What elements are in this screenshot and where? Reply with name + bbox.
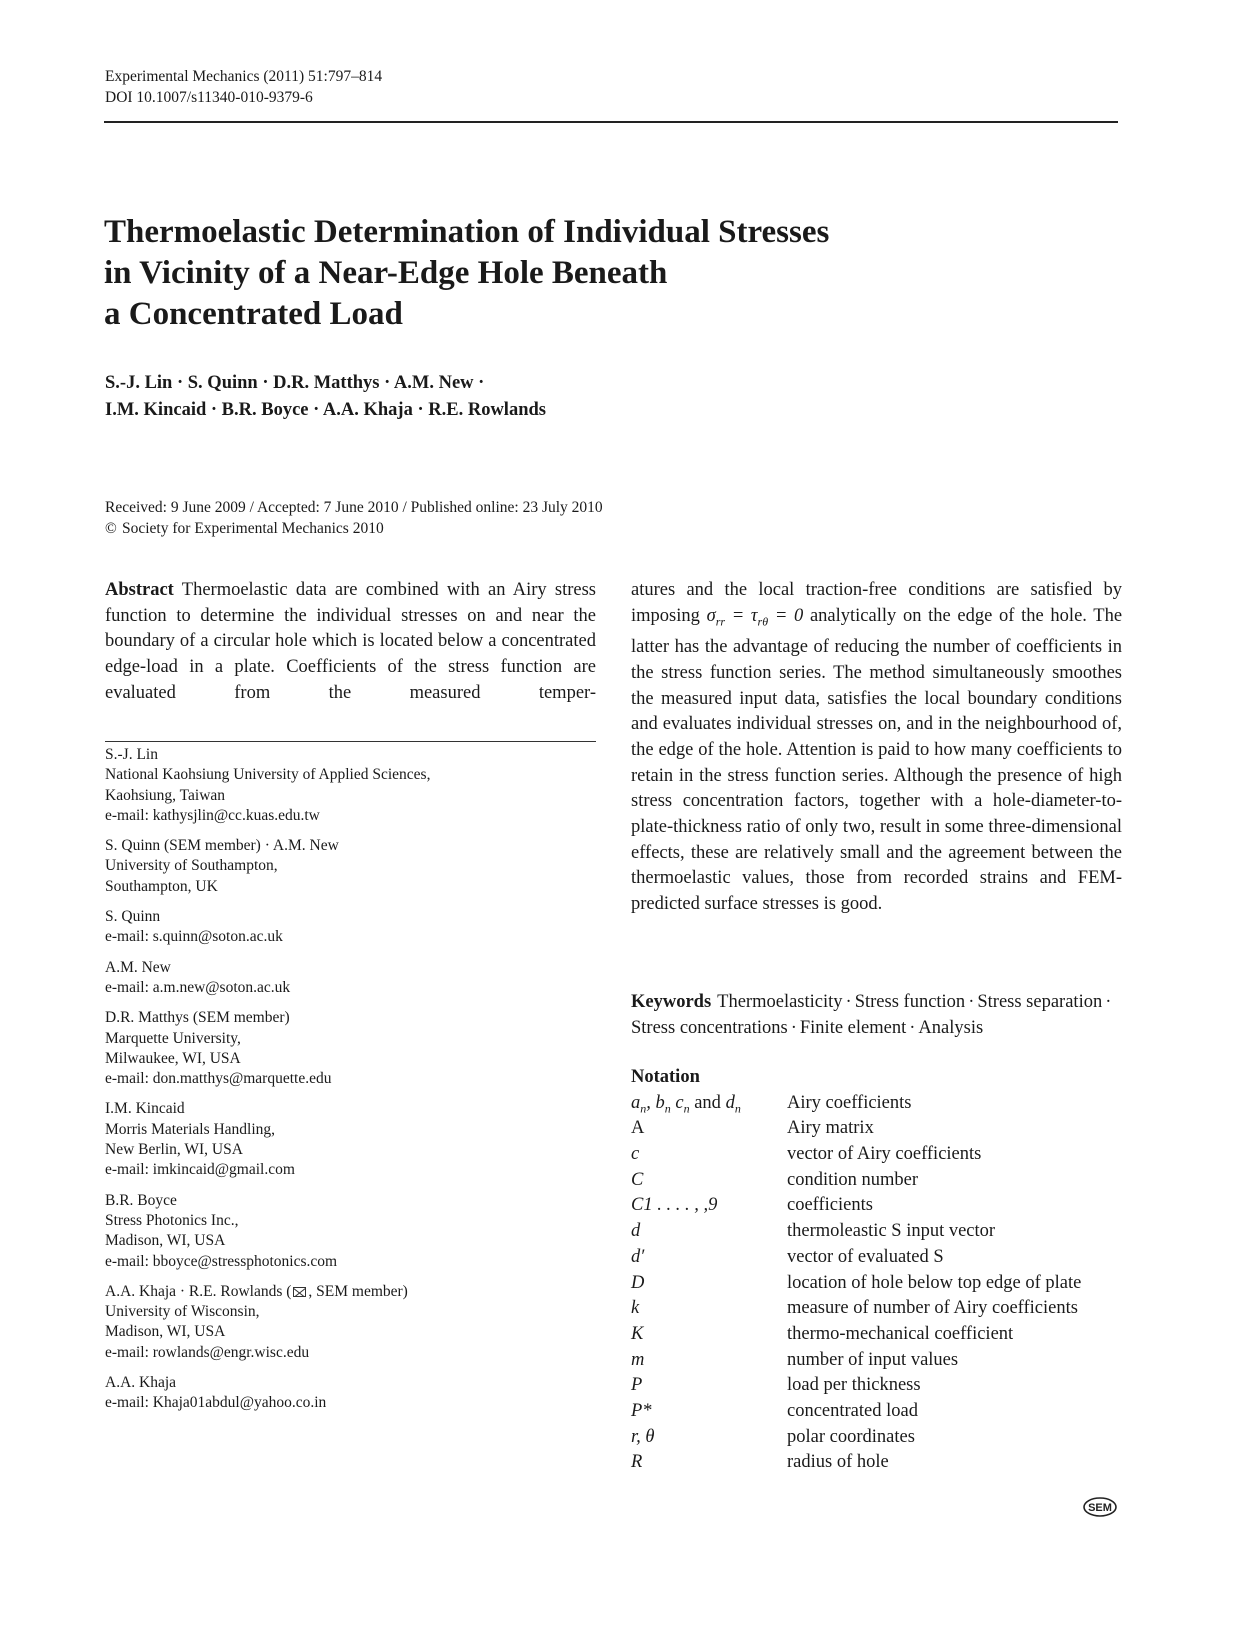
notation-symbol: K	[631, 1323, 644, 1344]
affiliation-line: Marquette University,	[105, 1029, 241, 1047]
affiliation-line: Madison, WI, USA	[105, 1323, 226, 1341]
notation-symbol: P	[631, 1375, 643, 1396]
keyword: Stress separation	[977, 992, 1103, 1012]
notation-definition: concentrated load	[787, 1400, 918, 1421]
keyword: Analysis	[918, 1017, 984, 1038]
notation-definition: vector of evaluated S	[787, 1246, 944, 1267]
notation-row	[631, 1271, 1122, 1297]
copyright-line	[105, 518, 603, 539]
affiliation-line: Southampton, UK	[105, 877, 218, 895]
affiliation-block	[105, 958, 596, 999]
notation-row	[631, 1219, 1122, 1245]
abstract-heading: Abstract	[105, 580, 174, 600]
notation-symbol: d′	[631, 1246, 645, 1267]
affiliation-line: Madison, WI, USA	[105, 1232, 226, 1250]
notation-definition: coefficients	[787, 1195, 873, 1216]
keyword: Stress function	[854, 992, 966, 1012]
notation-symbol: R	[631, 1452, 643, 1473]
abstract-text-left: Thermoelastic data are combined with an Airy stress function to determine the individual stresses on and near the boundary of a circular hole which is located below a concentrated edge-load in a plate. Coefficients of the stress function are evaluated from the measured temper-	[105, 580, 597, 703]
notation-row	[631, 1168, 1122, 1194]
notation-definition: measure of number of Airy coefficients	[787, 1298, 1078, 1319]
publication-dates	[105, 497, 603, 539]
notation-symbol: c	[631, 1144, 640, 1165]
notation-row	[631, 1399, 1122, 1425]
notation-symbol: C	[631, 1169, 644, 1190]
keywords-heading: Keywords	[631, 992, 712, 1012]
notation-symbol: D	[631, 1272, 645, 1293]
notation-definition: polar coordinates	[787, 1426, 915, 1447]
affiliation-email: e-mail: kathysjlin@cc.kuas.edu.tw	[105, 806, 320, 824]
notation-row	[631, 1142, 1122, 1168]
journal-doi: DOI 10.1007/s11340-010-9379-6	[105, 89, 313, 106]
notation-definition: load per thickness	[787, 1375, 921, 1396]
affiliation-line: A.M. New	[105, 958, 171, 976]
paper-title	[104, 212, 1004, 335]
affiliation-block	[105, 836, 596, 897]
abstract-paragraph-left	[105, 578, 596, 707]
notation-row	[631, 1373, 1122, 1399]
envelope-icon	[293, 1287, 306, 1297]
affiliation-line: S.-J. Lin	[105, 746, 158, 763]
affiliation-line: B.R. Boyce	[105, 1191, 177, 1209]
notation-row	[631, 1322, 1122, 1348]
affiliation-block	[105, 1191, 596, 1272]
affiliations	[105, 745, 596, 1424]
keyword: Stress concentrations	[631, 1017, 788, 1038]
affiliation-line: Milwaukee, WI, USA	[105, 1049, 241, 1067]
affiliation-line: S. Quinn	[105, 908, 161, 926]
affiliation-email: e-mail: rowlands@engr.wisc.edu	[105, 1343, 310, 1361]
notation-definition: vector of Airy coefficients	[787, 1144, 982, 1165]
notation-symbol: C1 . . . . , ,9	[631, 1195, 718, 1216]
notation-definition: thermo-mechanical coefficient	[787, 1323, 1014, 1344]
abstract-left	[105, 578, 596, 707]
journal-header	[105, 66, 382, 108]
affiliation-block	[105, 1282, 596, 1363]
affiliation-line: Stress Photonics Inc.,	[105, 1211, 239, 1229]
affiliation-email: e-mail: Khaja01abdul@yahoo.co.in	[105, 1394, 327, 1412]
affiliation-block	[105, 1008, 596, 1089]
notation-symbol: m	[631, 1349, 645, 1370]
notation-row	[631, 1116, 1122, 1142]
notation-symbol: k	[631, 1298, 640, 1319]
author-line: S.-J. Lin · S. Quinn · D.R. Matthys · A.M. New ·	[105, 373, 485, 393]
affiliation-line: S. Quinn (SEM member) · A.M. New	[105, 837, 339, 855]
affiliation-email: e-mail: bboyce@stressphotonics.com	[105, 1252, 338, 1270]
keywords: Keywords Thermoelasticity · Stress function · Stress separation ·Stress concentrations · Finite element · Analysis	[631, 992, 1112, 1038]
journal-citation: Experimental Mechanics (2011) 51:797–814	[105, 68, 383, 85]
affiliation-email: e-mail: imkincaid@gmail.com	[105, 1161, 295, 1179]
notation-row	[631, 1296, 1122, 1322]
abstract-paragraph-right: atures and the local traction-free conditions are satisfied by imposing $\sigma_{rr} = \tau_{r\theta} = 0$ analytically on the edge of the hole. The latter has the advantage of reducing the number of coefficients in the stress function series. The method simultaneously smoothes the measured input data, satisfies the local boundary conditions and evaluates individual stresses on, and in the neighbourhood of, the edge of the hole. Attention is paid to how many coefficients to retain in the stress function series. Although the presence of high stress concentration factors, together with a hole-diameter-to-plate-thickness ratio of only two, result in some three-dimensional effects, these are relatively small and the agreement between the thermoelastic values, those from recorded strains and FEM-predicted surface stresses is good.	[631, 580, 1123, 915]
copyright-text: Society for Experimental Mechanics 2010	[122, 520, 384, 537]
affiliation-line: University of Wisconsin,	[105, 1303, 260, 1321]
notation-symbol: r, θ	[631, 1426, 655, 1447]
keyword: Finite element	[799, 1017, 907, 1038]
affiliation-block	[105, 745, 596, 826]
notation-row	[631, 1193, 1122, 1219]
keyword: Thermoelasticity	[717, 992, 843, 1012]
traction-free-condition: $\sigma_{rr} = \tau_{r\theta} = 0$	[706, 605, 804, 629]
notation-definition: condition number	[787, 1169, 919, 1190]
title-line: in Vicinity of a Near-Edge Hole Beneath	[104, 255, 668, 291]
affiliation-email: e-mail: a.m.new@soton.ac.uk	[105, 978, 291, 996]
notation-row	[631, 1348, 1122, 1374]
notation-row	[631, 1450, 1122, 1476]
notation-row	[631, 1245, 1122, 1271]
sem-logo-icon	[1083, 1497, 1117, 1517]
affiliation-line: New Berlin, WI, USA	[105, 1141, 243, 1159]
affiliation-email: e-mail: s.quinn@soton.ac.uk	[105, 928, 283, 946]
notation-definition: Airy matrix	[787, 1118, 874, 1139]
abstract-right	[631, 578, 1122, 918]
notation-row	[631, 1091, 1122, 1117]
header-rule	[104, 121, 1118, 123]
notation-row	[631, 1425, 1122, 1451]
author-line: I.M. Kincaid · B.R. Boyce · A.A. Khaja · R.E. Rowlands	[105, 400, 546, 420]
notation-definition: radius of hole	[787, 1452, 889, 1473]
corresponding-author-line: A.A. Khaja · R.E. Rowlands ( , SEM member)	[105, 1282, 408, 1300]
notation-definition: number of input values	[787, 1349, 959, 1370]
notation-definition: thermoleastic S input vector	[787, 1221, 996, 1242]
notation-symbol: P*	[631, 1400, 652, 1421]
affiliation-line: National Kaohsiung University of Applied Sciences,	[105, 766, 431, 784]
title-line: Thermoelastic Determination of Individual Stresses	[104, 214, 830, 250]
affiliation-line: A.A. Khaja	[105, 1374, 177, 1392]
notation-symbol: A	[631, 1118, 645, 1139]
title-line: a Concentrated Load	[104, 296, 403, 332]
copyright-icon: ©	[105, 520, 117, 537]
affiliation-rule	[105, 741, 596, 742]
affiliation-line: Kaohsiung, Taiwan	[105, 786, 226, 804]
history-dates: Received: 9 June 2009 / Accepted: 7 June 2010 / Published online: 23 July 2010	[105, 499, 603, 516]
affiliation-block	[105, 1373, 596, 1414]
notation-symbol: $a_n$, $b_n$ $c_n$ and $d_n$	[631, 1092, 741, 1116]
notation-definition: location of hole below top edge of plate	[787, 1272, 1082, 1293]
affiliation-block	[105, 907, 596, 948]
affiliation-line: D.R. Matthys (SEM member)	[105, 1009, 290, 1027]
affiliation-block	[105, 1099, 596, 1180]
affiliation-line: Morris Materials Handling,	[105, 1120, 276, 1138]
notation-table	[631, 1065, 1122, 1476]
affiliation-line: University of Southampton,	[105, 857, 278, 875]
affiliation-email: e-mail: don.matthys@marquette.edu	[105, 1070, 332, 1088]
sem-logo-text: SEM	[1088, 1502, 1112, 1514]
notation-heading: Notation	[631, 1067, 700, 1087]
notation-definition: Airy coefficients	[787, 1092, 912, 1113]
author-list	[105, 370, 546, 424]
affiliation-line: I.M. Kincaid	[105, 1100, 185, 1118]
notation-symbol: d	[631, 1221, 641, 1242]
